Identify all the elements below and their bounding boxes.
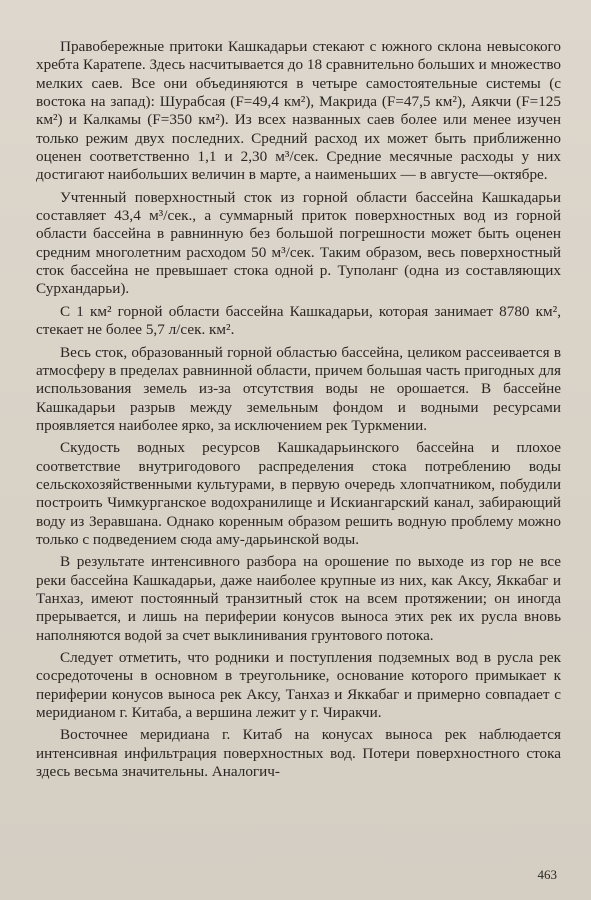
paragraph-5: Скудость водных ресурсов Кашкадарьинского бассейна и плохое соответствие внутригодового распределения стока потреблению воды сельскохозяйственными культурами, в первую очередь хлопчатником, побудили построить Чимкурганское водохранилище и Искиангарский канал, забирающий воду из Зеравшана. Однако коренным образом решить водную проблему можно только с подведением сюда аму-дарьинской воды.	[36, 439, 561, 548]
paragraph-1: Правобережные притоки Кашкадарьи стекают с южного склона невысокого хребта Каратепе. Здесь насчитывается до 18 сравнительно больших и множество мелких саев. Все они объединяются в четыре самостоятельные системы (с востока на запад): Шурабсая (F=49,4 км²), Макрида (F=47,5 км²), Аякчи (F=125 км²) и Калкамы (F=350 км²). Из всех названных саев более или менее изучен только режим двух последних. Средний расход их может быть приближенно оценен соответственно 1,1 и 2,30 м³/сек. Средние месячные расходы у них достигают наибольших величин в марте, а наименьших — в августе—октябре.	[36, 38, 561, 184]
paragraph-7: Следует отметить, что родники и поступления подземных вод в русла рек сосредоточены в основном в треугольнике, основание которого примыкает к периферии конусов выноса рек Аксу, Танхаз и Яккабаг и примерно совпадает с меридианом г. Китаба, а вершина лежит у г. Чиракчи.	[36, 649, 561, 722]
page-number: 463	[537, 866, 557, 882]
paragraph-2: Учтенный поверхностный сток из горной области бассейна Кашкадарьи составляет 43,4 м³/сек., а суммарный приток поверхностных вод из горной области бассейна в равнинную без большой погрешности может быть оценен средним многолетним расходом 50 м³/сек. Таким образом, весь поверхностный сток бассейна не превышает стока одной р. Туполанг (одна из составляющих Сурхандарьи).	[36, 188, 561, 298]
paragraph-8: Восточнее меридиана г. Китаб на конусах выноса рек наблюдается интенсивная инфильтрация поверхностных вод. Потери поверхностного стока здесь весьма значительны. Аналогич-	[36, 726, 561, 781]
text-body	[36, 38, 561, 781]
paragraph-6: В результате интенсивного разбора на орошение по выходе из гор не все реки бассейна Кашкадарьи, даже наиболее крупные из них, как Аксу, Яккабаг и Танхаз, имеют постоянный транзитный сток на всем протяжении; он иногда прерывается, и лишь на периферии конусов выноса этих рек их русла вновь наполняются водой за счет выклинивания грунтового потока.	[36, 553, 561, 644]
paragraph-4: Весь сток, образованный горной областью бассейна, целиком рассеивается в атмосферу в пределах равнинной области, причем большая часть пригодных для использования земель из-за отсутствия воды не орошается. В бассейне Кашкадарьи разрыв между земельным фондом и водными ресурсами проявляется наиболее ярко, за исключением рек Туркмении.	[36, 343, 561, 434]
paragraph-3: С 1 км² горной области бассейна Кашкадарьи, которая занимает 8780 км², стекает не более 5,7 л/сек. км².	[36, 302, 561, 339]
